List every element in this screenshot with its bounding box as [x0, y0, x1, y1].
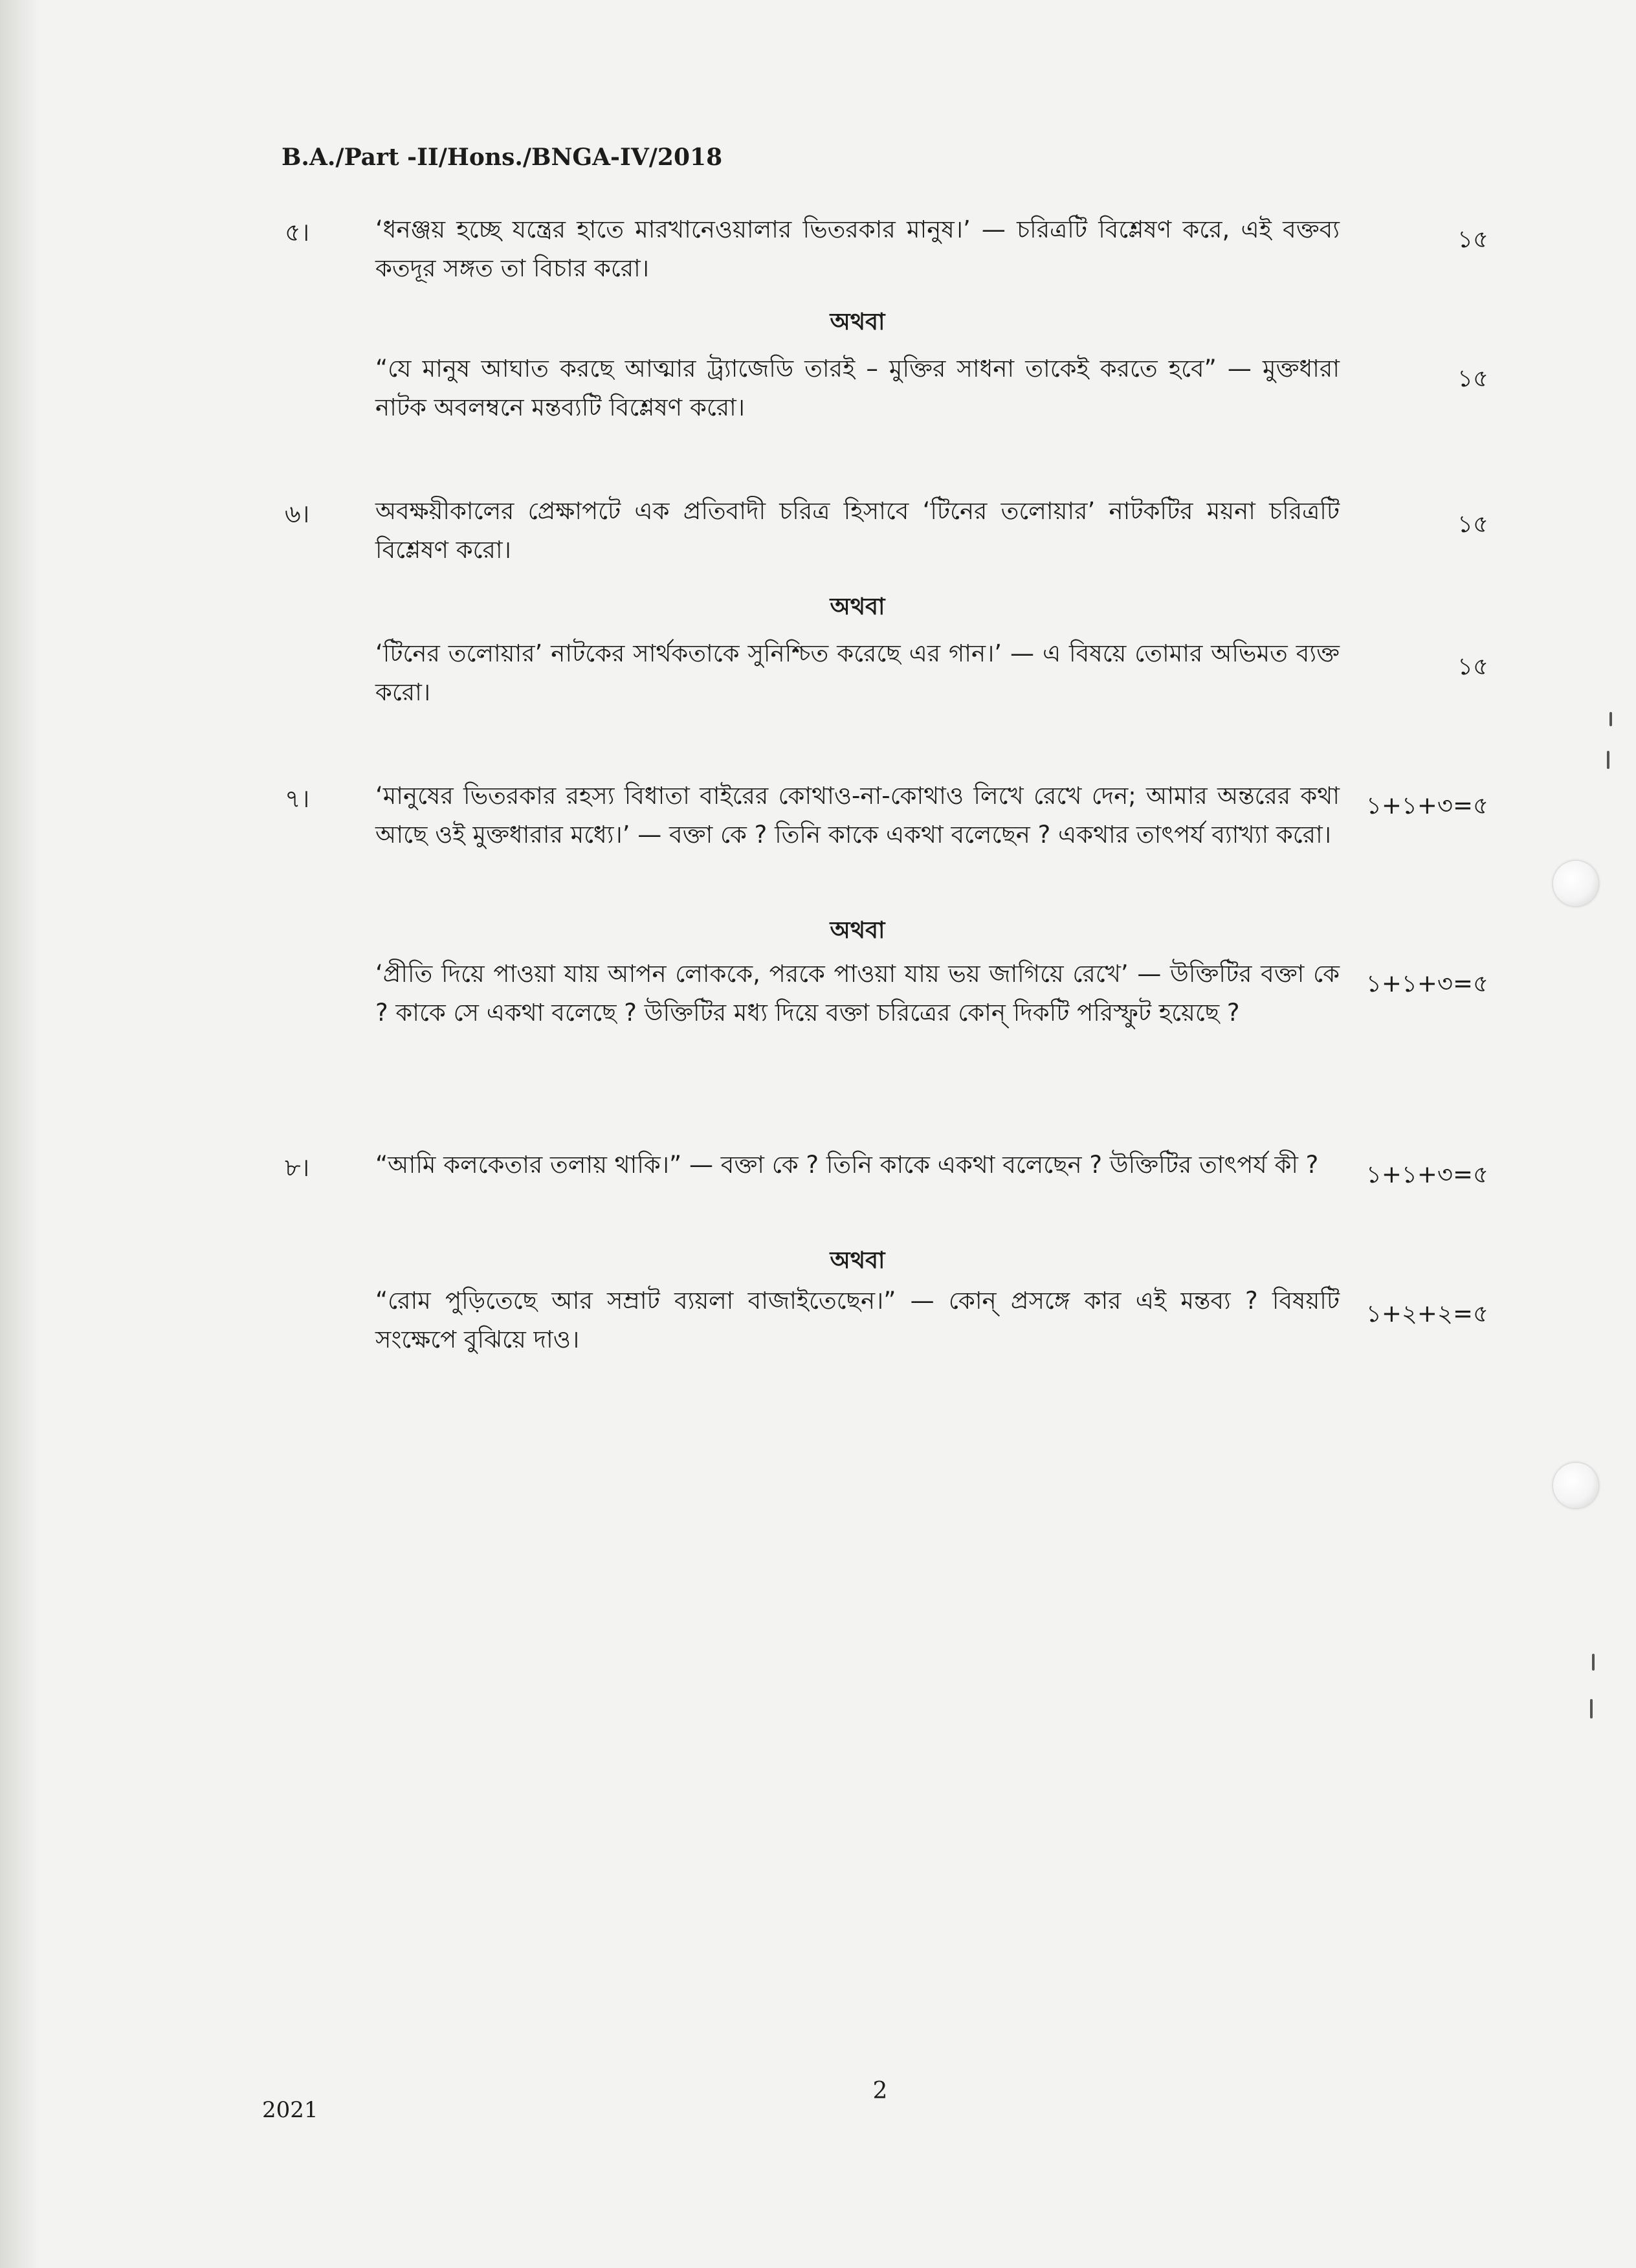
scan-mark — [1590, 1699, 1593, 1718]
punch-hole-top — [1553, 861, 1598, 906]
alternative-marks: ১৫ — [1457, 364, 1488, 392]
paper-code: B.A./Part -II/Hons./BNGA-IV/2018 — [282, 144, 723, 171]
question-marks: ১৫ — [1457, 225, 1488, 253]
question-text: ‘মানুষের ভিতরকার রহস্য বিধাতা বাইরের কোথাও-না-কোথাও লিখে রেখে দেন; আমার অন্তরের কথা আছে ওই মুক্তধারার মধ্যে।’ — বক্তা কে ? তিনি কাকে একথা বলেছেন ? একথার তাৎপর্য ব্যাখ্যা করো। — [375, 782, 1340, 849]
question-marks: ১+১+৩=৫ — [1365, 792, 1488, 819]
question-text: ‘ধনঞ্জয় হচ্ছে যন্ত্রের হাতে মারখানেওয়ালার ভিতরকার মানুষ।’ — চরিত্রটি বিশ্লেষণ করে, এই বক্তব্য কতদূর সঙ্গত তা বিচার করো। — [375, 216, 1340, 282]
question-number: ৬। — [285, 500, 310, 528]
scan-shadow — [0, 0, 39, 2268]
punch-hole-bottom — [1553, 1463, 1598, 1508]
question-marks: ১৫ — [1457, 510, 1488, 538]
alternative-text: ‘টিনের তলোয়ার’ নাটকের সার্থকতাকে সুনিশ্চিত করেছে এর গান।’ — এ বিষয়ে তোমার অভিমত ব্যক্ত করো। — [375, 639, 1340, 706]
alternative-text: ‘প্রীতি দিয়ে পাওয়া যায় আপন লোককে, পরকে পাওয়া যায় ভয় জাগিয়ে রেখে’ — উক্তিটির বক্তা কে ? কাকে সে একথা বলেছে ? উক্তিটির মধ্য দিয়ে বক্তা চরিত্রের কোন্ দিকটি পরিস্ফুট হয়েছে ? — [375, 960, 1340, 1027]
or-label: অথবা — [830, 1247, 885, 1274]
scan-mark — [1609, 712, 1612, 726]
alternative-marks: ১৫ — [1457, 652, 1488, 680]
footer-code: 2021 — [262, 2097, 318, 2123]
scan-mark — [1592, 1654, 1595, 1671]
alternative-text: “যে মানুষ আঘাত করছে আত্মার ট্র্যাজেডি তারই – মুক্তির সাধনা তাকেই করতে হবে” — মুক্তধারা নাটক অবলম্বনে মন্তব্যটি বিশ্লেষণ করো। — [375, 355, 1340, 421]
or-label: অথবা — [830, 917, 885, 944]
or-label: অথবা — [830, 309, 885, 335]
question-number: ৫। — [285, 218, 310, 247]
page-number: 2 — [872, 2078, 888, 2104]
alternative-marks: ১+২+২=৫ — [1365, 1300, 1488, 1328]
question-number: ৭। — [285, 784, 310, 813]
alternative-text: “রোম পুড়িতেছে আর সম্রাট ব্যয়লা বাজাইতেছেন।” — কোন্ প্রসঙ্গে কার এই মন্তব্য ? বিষয়টি সংক্ষেপে বুঝিয়ে দাও। — [375, 1287, 1340, 1353]
alternative-marks: ১+১+৩=৫ — [1365, 970, 1488, 997]
scan-mark — [1607, 751, 1609, 769]
question-text: “আমি কলকেতার তলায় থাকি।” — বক্তা কে ? তিনি কাকে একথা বলেছেন ? উক্তিটির তাৎপর্য কী ? — [375, 1151, 1319, 1179]
or-label: অথবা — [830, 594, 885, 620]
question-number: ৮। — [285, 1153, 310, 1182]
question-text: অবক্ষয়ীকালের প্রেক্ষাপটে এক প্রতিবাদী চরিত্র হিসাবে ‘টিনের তলোয়ার’ নাটকটির ময়না চরিত্রটি বিশ্লেষণ করো। — [375, 497, 1340, 564]
question-marks: ১+১+৩=৫ — [1365, 1161, 1488, 1188]
